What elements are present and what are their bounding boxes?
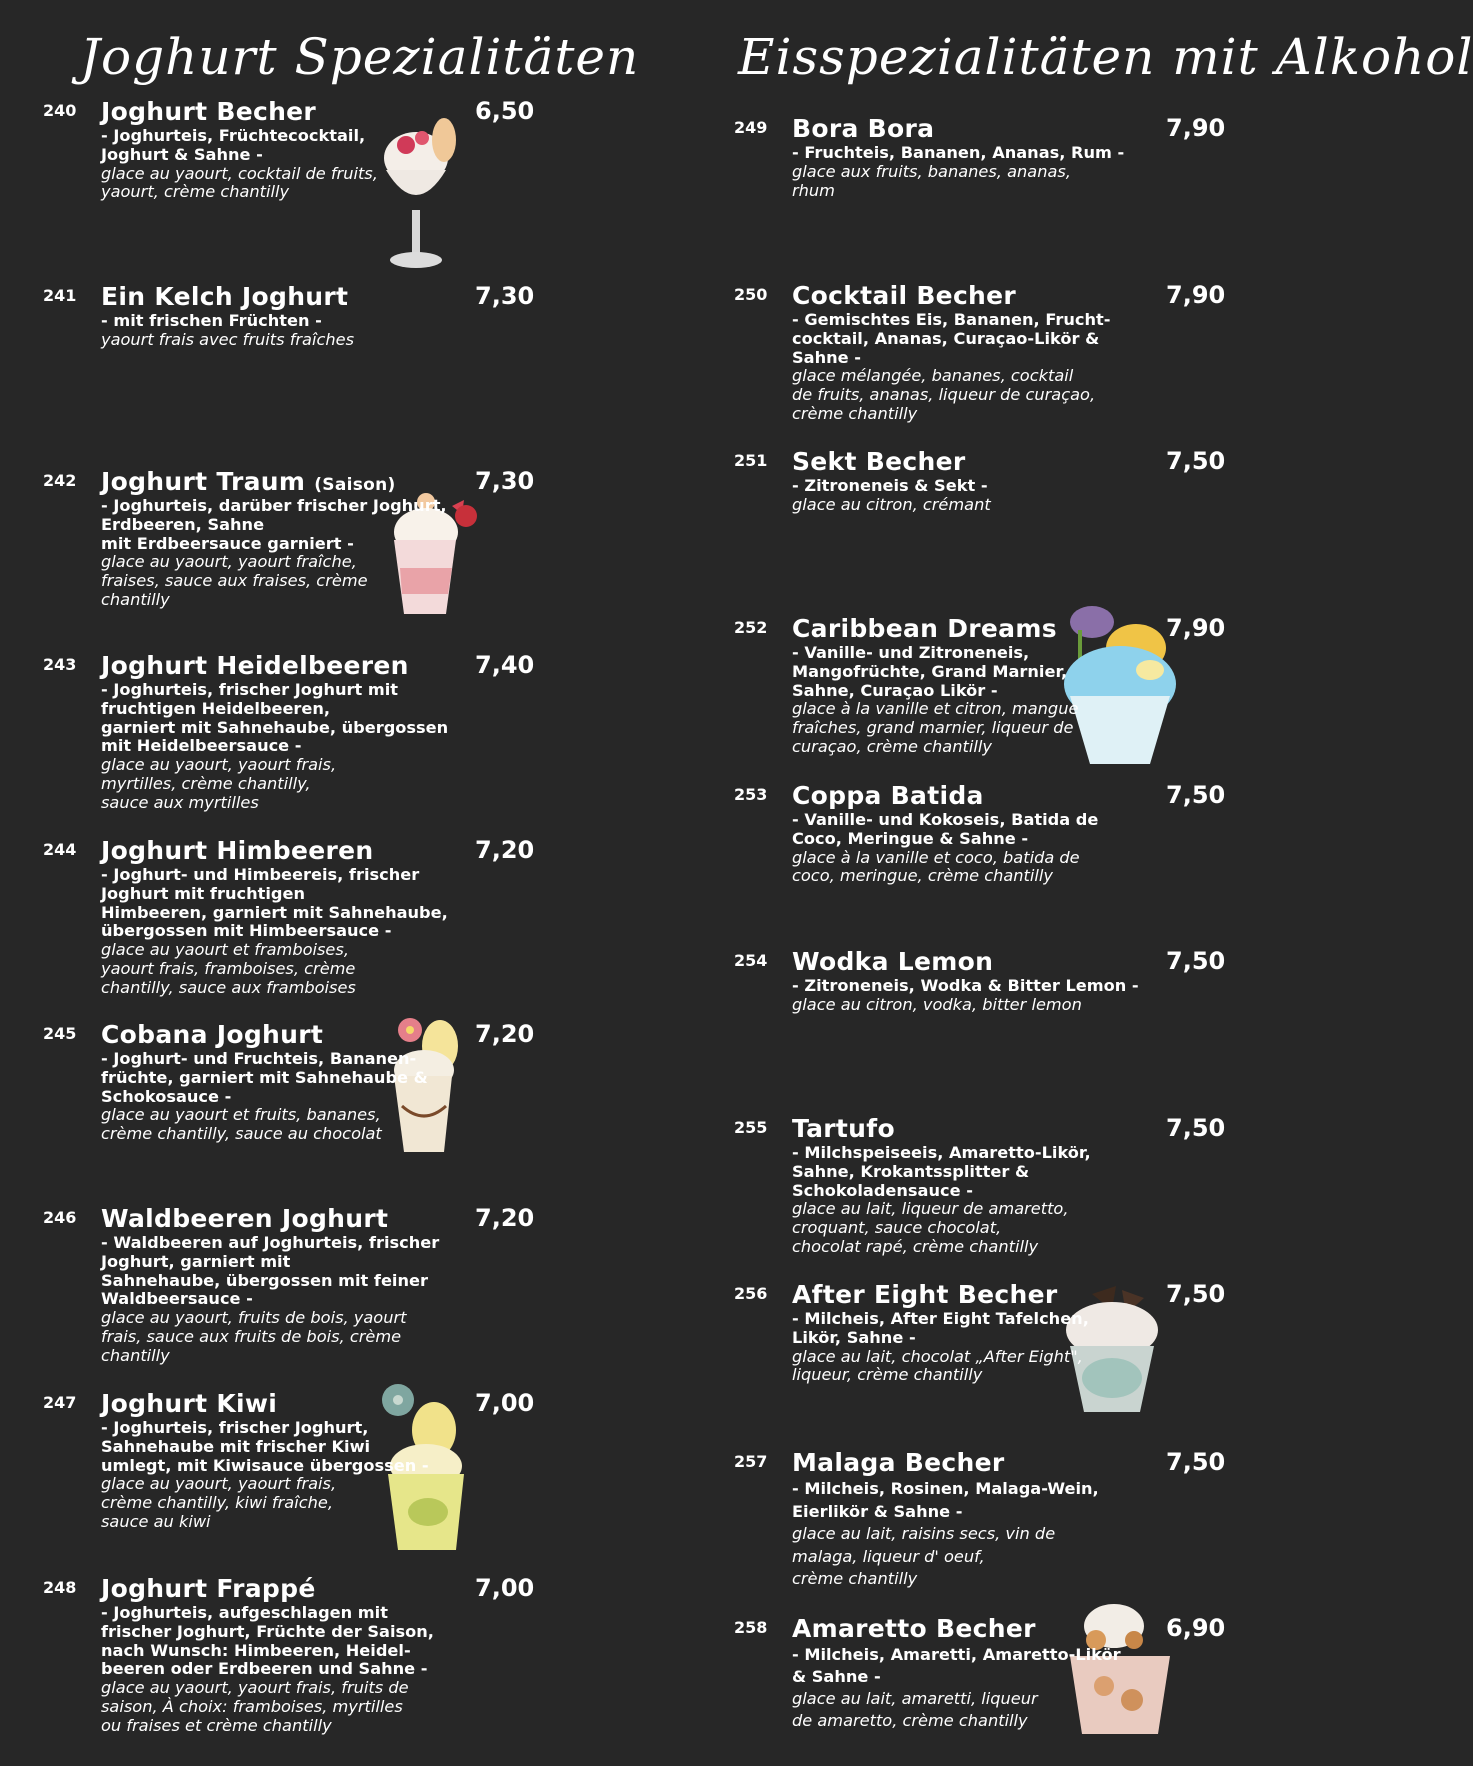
item-name: Caribbean Dreams (792, 614, 1057, 643)
item-name: Amaretto Becher (792, 1614, 1036, 1643)
item-description: - Gemischtes Eis, Bananen, Frucht- cocktail, Ananas, Curaçao-Likör & Sahne - glace mélangée, bananes, cocktail de fruits, ananas, liqueur de curaçao, crème chantilly (792, 310, 1111, 423)
item-description: - Joghurteis, aufgeschlagen mit frischer Joghurt, Früchte der Saison, nach Wunsch: Himbeeren, Heidel- beeren oder Erdbeeren und Sahne - glace au yaourt, yaourt frais, fruits de saison, À choix: framboises, myrtilles ou fraises et crème chantilly (101, 1603, 434, 1735)
item-name: Sekt Becher (792, 447, 966, 476)
item-price: 7,40 (475, 651, 535, 679)
item-number: 243 (43, 655, 77, 674)
item-description: - Joghurteis, darüber frischer Joghurt, Erdbeeren, Sahne mit Erdbeersauce garniert - glace au yaourt, yaourt fraîche, fraises, sauce aux fraises, crème chantilly (101, 496, 447, 609)
item-number: 241 (43, 286, 77, 305)
item-name: After Eight Becher (792, 1280, 1058, 1309)
item-price: 7,90 (1166, 614, 1226, 642)
item-number: 251 (734, 451, 768, 470)
item-description: - Vanille- und Kokoseis, Batida de Coco, Meringue & Sahne - glace à la vanille et coco, batida de coco, meringue, crème chantilly (792, 810, 1099, 886)
item-price: 7,20 (475, 1020, 535, 1048)
item-number: 254 (734, 951, 768, 970)
item-number: 248 (43, 1578, 77, 1597)
item-description: - Zitroneneis & Sekt - glace au citron, crémant (792, 476, 991, 514)
item-number: 258 (734, 1618, 768, 1637)
item-description: - mit frischen Früchten - yaourt frais avec fruits fraîches (101, 311, 355, 349)
item-price: 6,90 (1166, 1614, 1226, 1642)
item-description: - Fruchteis, Bananen, Ananas, Rum - glace aux fruits, bananes, ananas, rhum (792, 143, 1125, 200)
item-description: - Joghurt- und Fruchteis, Bananen- früchte, garniert mit Sahnehaube & Schokosauce - glace au yaourt et fruits, bananes, crème chantilly, sauce au chocolat (101, 1049, 428, 1144)
item-number: 250 (734, 285, 768, 304)
item-number: 256 (734, 1284, 768, 1303)
item-number: 240 (43, 101, 77, 120)
item-note: (Saison) (314, 475, 396, 495)
item-price: 7,50 (1166, 947, 1226, 975)
item-price: 7,00 (475, 1574, 535, 1602)
item-name: Malaga Becher (792, 1448, 1005, 1477)
item-number: 244 (43, 840, 77, 859)
item-price: 7,90 (1166, 114, 1226, 142)
heading-ice-specialties-alcohol: Eisspezialitäten mit Alkohol (738, 28, 1473, 86)
item-description: - Milcheis, Rosinen, Malaga-Wein, Eierlikör & Sahne - glace au lait, raisins secs, vin de malaga, liqueur d' oeuf, crème chantilly (792, 1479, 1099, 1588)
item-name: Joghurt Heidelbeeren (101, 651, 409, 680)
item-number: 245 (43, 1024, 77, 1043)
item-price: 7,20 (475, 1204, 535, 1232)
item-name: Bora Bora (792, 114, 935, 143)
item-price: 7,50 (1166, 1280, 1226, 1308)
item-description: - Milcheis, Amaretti, Amaretto-Likör & Sahne - glace au lait, amaretti, liqueur de amaretto, crème chantilly (792, 1645, 1121, 1730)
item-description: - Waldbeeren auf Joghurteis, frischer Joghurt, garniert mit Sahnehaube, übergossen mit feiner Waldbeersauce - glace au yaourt, fruits de bois, yaourt frais, sauce aux fruits de bois, crème chantilly (101, 1233, 440, 1365)
item-name: Joghurt Himbeeren (101, 836, 374, 865)
item-number: 242 (43, 471, 77, 490)
item-price: 7,90 (1166, 281, 1226, 309)
item-name: Tartufo (792, 1114, 895, 1143)
item-price: 7,20 (475, 836, 535, 864)
item-name: Joghurt Kiwi (101, 1389, 278, 1418)
item-description: - Milchspeiseeis, Amaretto-Likör, Sahne, Krokantssplitter & Schokoladensauce - glace au lait, liqueur de amaretto, croquant, sauce chocolat, chocolat rapé, crème chantilly (792, 1143, 1091, 1256)
item-name: Joghurt Becher (101, 97, 317, 126)
item-price: 7,00 (475, 1389, 535, 1417)
item-name: Joghurt Frappé (101, 1574, 316, 1603)
item-price: 7,50 (1166, 1448, 1226, 1476)
item-name: Waldbeeren Joghurt (101, 1204, 389, 1233)
item-number: 257 (734, 1452, 768, 1471)
item-description: - Joghurt- und Himbeereis, frischer Joghurt mit fruchtigen Himbeeren, garniert mit Sahnehaube, übergossen mit Himbeersauce - glace au yaourt et framboises, yaourt frais, framboises, crème chantilly, sauce aux framboises (101, 865, 448, 997)
item-number: 255 (734, 1118, 768, 1137)
item-description: - Joghurteis, Früchtecocktail, Joghurt & Sahne - glace au yaourt, cocktail de fruits, yaourt, crème chantilly (101, 126, 378, 202)
item-price: 7,30 (475, 282, 535, 310)
item-name: Cobana Joghurt (101, 1020, 324, 1049)
item-number: 253 (734, 785, 768, 804)
item-number: 246 (43, 1208, 77, 1227)
item-name: Joghurt Traum (Saison) (101, 467, 396, 496)
item-number: 249 (734, 118, 768, 137)
item-price: 7,50 (1166, 781, 1226, 809)
item-name: Coppa Batida (792, 781, 984, 810)
item-description: - Joghurteis, frischer Joghurt, Sahnehaube mit frischer Kiwi umlegt, mit Kiwisauce übergossen - glace au yaourt, yaourt frais, crème chantilly, kiwi fraîche, sauce au kiwi (101, 1418, 429, 1531)
item-name: Wodka Lemon (792, 947, 994, 976)
item-name: Cocktail Becher (792, 281, 1017, 310)
item-number: 247 (43, 1393, 77, 1412)
item-number: 252 (734, 618, 768, 637)
item-price: 7,50 (1166, 1114, 1226, 1142)
item-price: 7,30 (475, 467, 535, 495)
item-description: - Milcheis, After Eight Tafelchen, Likör, Sahne - glace au lait, chocolat „After Eight", liqueur, crème chantilly (792, 1309, 1089, 1385)
heading-joghurt-specialties: Joghurt Spezialitäten (80, 28, 640, 86)
item-description: - Joghurteis, frischer Joghurt mit fruchtigen Heidelbeeren, garniert mit Sahnehaube, übergossen mit Heidelbeersauce - glace au yaourt, yaourt frais, myrtilles, crème chantilly, sauce aux myrtilles (101, 680, 449, 812)
item-description: - Zitroneneis, Wodka & Bitter Lemon - glace au citron, vodka, bitter lemon (792, 976, 1139, 1014)
item-description: - Vanille- und Zitroneneis, Mangofrüchte, Grand Marnier, Sahne, Curaçao Likör - glace à la vanille et citron, mangue fraîches, grand marnier, liqueur de curaçao, crème chantilly (792, 643, 1079, 756)
item-name: Ein Kelch Joghurt (101, 282, 349, 311)
item-price: 7,50 (1166, 447, 1226, 475)
item-price: 6,50 (475, 97, 535, 125)
